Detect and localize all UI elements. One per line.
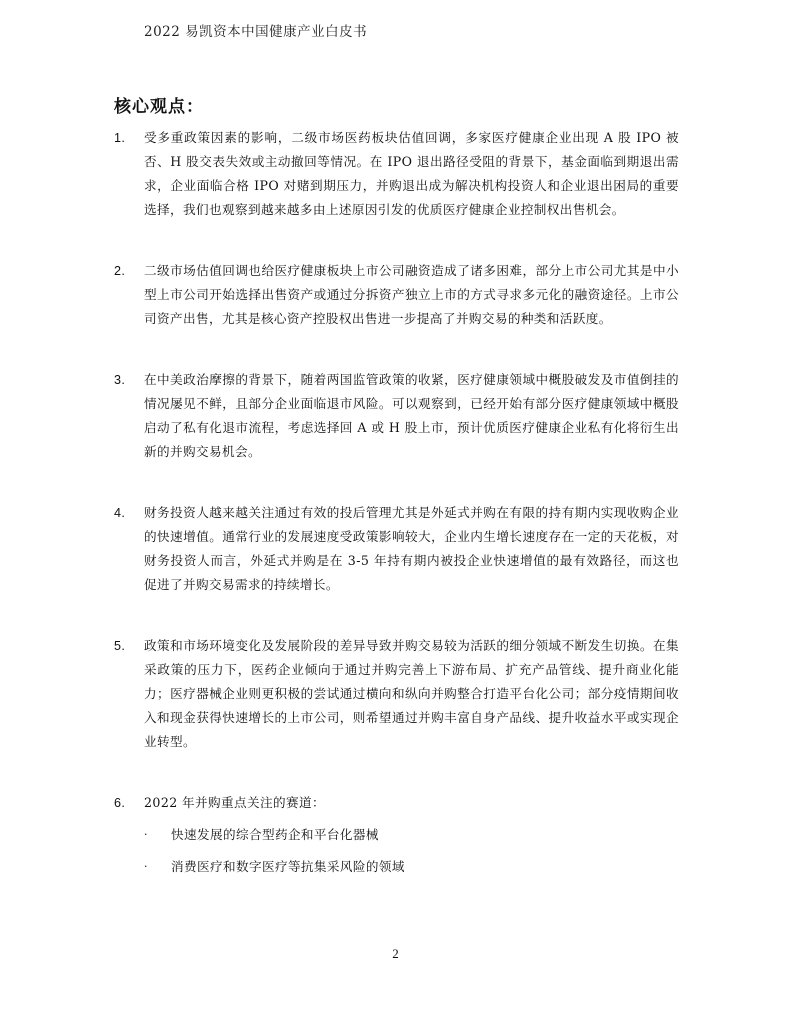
core-points-list (114, 126, 679, 914)
focus-tracks-list (144, 825, 679, 877)
core-point-6 (114, 791, 679, 877)
focus-track-text: 消费医疗和数字医疗等抗集采风险的领域 (171, 859, 405, 874)
core-point-5 (114, 634, 679, 754)
focus-track-item (144, 825, 679, 845)
core-point-3 (114, 368, 679, 464)
section-title: 核心观点： (114, 97, 204, 117)
point-number: 3. (114, 373, 126, 387)
focus-track-text: 快速发展的综合型药企和平台化器械 (171, 827, 379, 842)
point-number: 2. (114, 264, 126, 278)
point-number: 4. (114, 506, 126, 520)
point-number: 5. (114, 639, 126, 653)
point-text: 财务投资人越来越关注通过有效的投后管理尤其是外延式并购在有限的持有期内实现收购企业的快速增值。通常行业的发展速度受政策影响较大，企业内生增长速度存在一定的天花板，对财务投资人而言，外延式并购是在 3-5 年持有期内被投企业快速增值的最有效路径，而这也促进了并购交易需求的持续增长。 (144, 505, 679, 592)
page-number: 2 (392, 946, 399, 961)
bullet-icon: · (144, 828, 148, 841)
focus-track-item (144, 857, 679, 877)
point-text: 二级市场估值回调也给医疗健康板块上市公司融资造成了诸多困难，部分上市公司尤其是中小型上市公司开始选择出售资产或通过分拆资产独立上市的方式寻求多元化的融资途径。上市公司资产出售，尤其是核心资产控股权出售进一步提高了并购交易的种类和活跃度。 (144, 263, 679, 326)
core-point-4 (114, 501, 679, 597)
point-number: 6. (114, 796, 126, 810)
core-point-2 (114, 259, 679, 331)
bullet-icon: · (144, 860, 148, 873)
point-text: 受多重政策因素的影响，二级市场医药板块估值回调，多家医疗健康企业出现 A 股 IPO 被否、H 股交表失效或主动撤回等情况。在 IPO 退出路径受阻的背景下，基金面临到期退出需求，企业面临合格 IPO 对赌到期压力，并购退出成为解决机构投资人和企业退出困局的重要选择，我们也观察到越来越多由上述原因引发的优质医疗健康企业控制权出售机会。 (144, 130, 679, 217)
point-number: 1. (114, 131, 126, 145)
core-point-1 (114, 126, 679, 222)
point-text: 2022 年并购重点关注的赛道： (144, 795, 325, 810)
point-text: 在中美政治摩擦的背景下，随着两国监管政策的收紧，医疗健康领域中概股破发及市值倒挂的情况屡见不鲜，且部分企业面临退市风险。可以观察到，已经开始有部分医疗健康领域中概股启动了私有化退市流程，考虑选择回 A 或 H 股上市，预计优质医疗健康企业私有化将衍生出新的并购交易机会。 (144, 372, 679, 459)
page-header: 2022 易凯资本中国健康产业白皮书 (144, 24, 368, 40)
point-text: 政策和市场环境变化及发展阶段的差异导致并购交易较为活跃的细分领域不断发生切换。在集采政策的压力下，医药企业倾向于通过并购完善上下游布局、扩充产品管线、提升商业化能力；医疗器械企业则更积极的尝试通过横向和纵向并购整合打造平台化公司；部分疫情期间收入和现金获得快速增长的上市公司，则希望通过并购丰富自身产品线、提升收益水平或实现企业转型。 (144, 638, 679, 749)
